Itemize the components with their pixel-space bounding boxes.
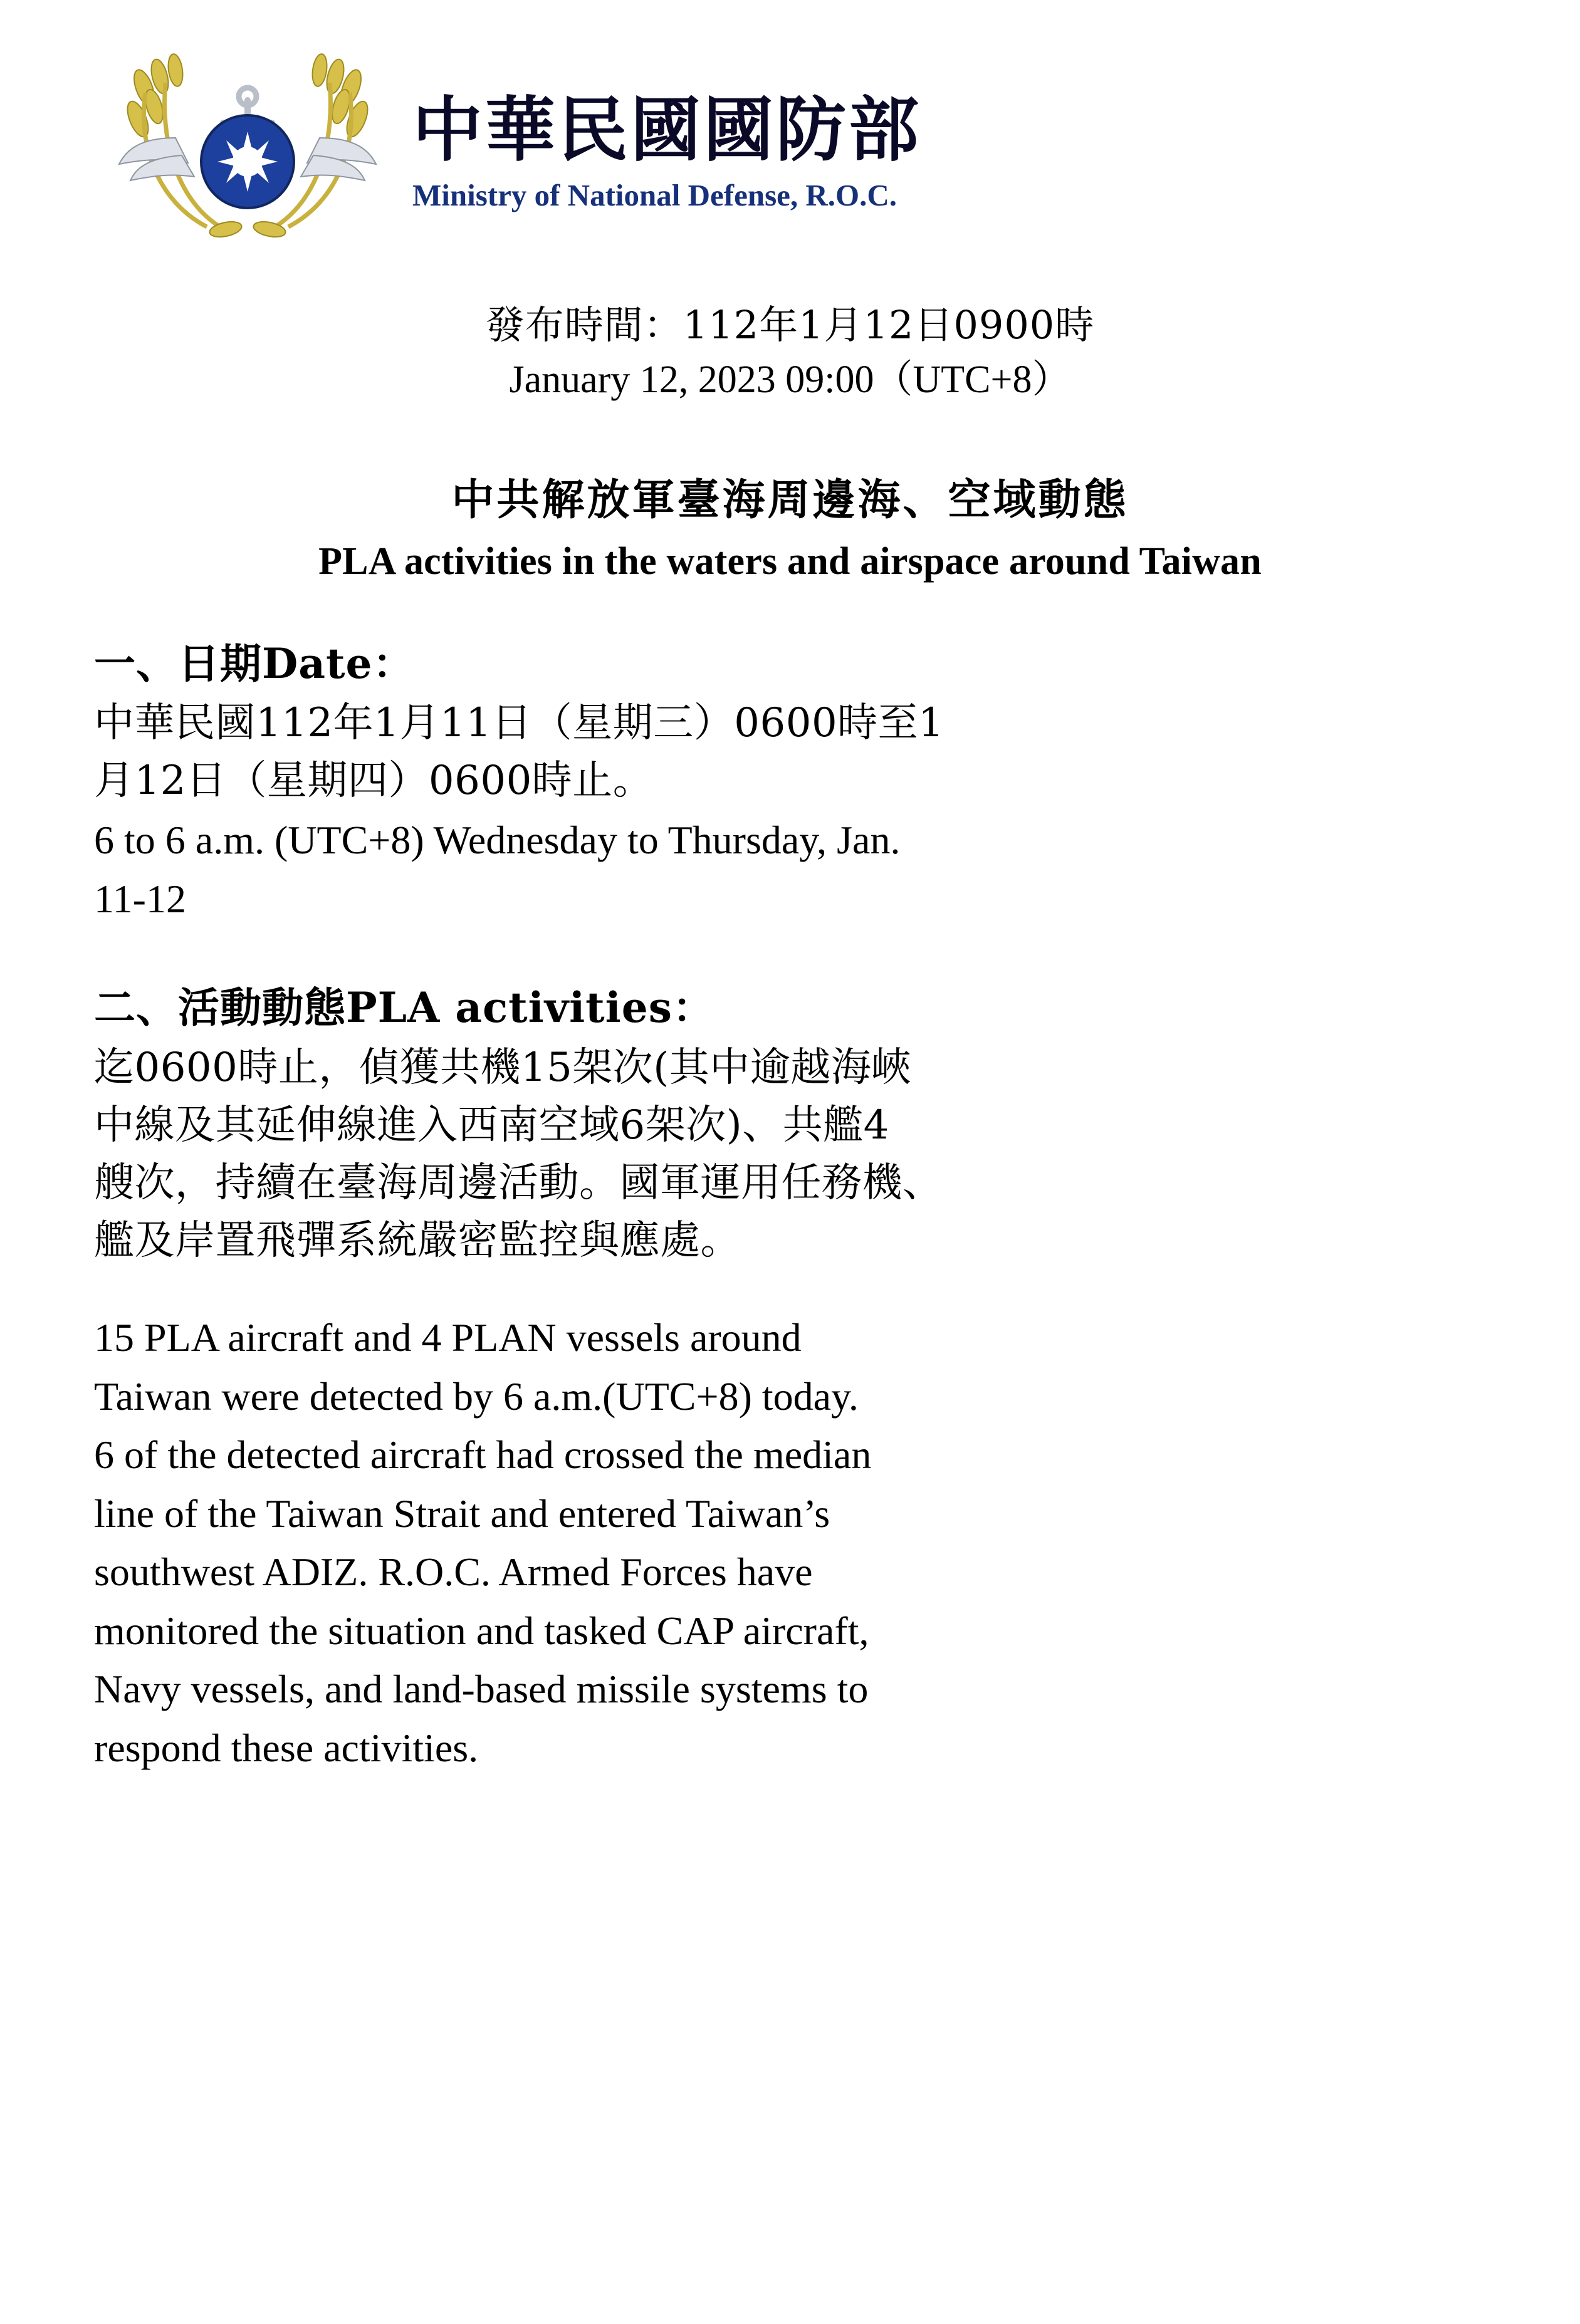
section-date [94,638,1486,929]
ministry-name-block [412,81,921,213]
section-pla-en-line: Taiwan were detected by 6 a.m.(UTC+8) today. [94,1373,859,1419]
section-date-zh-line: 中華民國112年1月11日（星期三）0600時至1 [94,700,944,747]
section-pla-en-line: 15 PLA aircraft and 4 PLAN vessels around [94,1315,802,1360]
section-pla-en-line: Navy vessels, and land-based missile systems to [94,1667,869,1712]
document-title-zh: 中共解放軍臺海周邊海、空域動態 [451,474,1129,525]
paragraph-spacer [94,1269,1486,1307]
ministry-name-en: Ministry of National Defense, R.O.C. [412,177,897,212]
section-pla-en-line: line of the Taiwan Strait and entered Taiwan’s [94,1491,830,1536]
section-pla-zh [94,1039,1486,1270]
release-time-en: January 12, 2023 09:00（UTC+8） [509,358,1071,401]
document-title-en: PLA activities in the waters and airspace around Taiwan [318,539,1262,583]
section-pla-en [94,1308,1486,1777]
document-header [94,0,1486,251]
mnd-roc-emblem-icon [100,44,395,251]
section-pla-en-line: monitored the situation and tasked CAP aircraft, [94,1608,869,1653]
release-time-zh: 發布時間：112年1月12日0900時 [485,302,1095,348]
section-pla-en-line: 6 of the detected aircraft had crossed the median [94,1432,872,1477]
section-pla-activities [94,982,1486,1777]
section-date-en [94,811,1486,928]
ministry-name-zh: 中華民國國防部 [412,89,921,172]
section-date-en-line: 11-12 [94,876,186,921]
section-pla-heading: 二、活動動態PLA activities： [94,983,714,1033]
section-pla-zh-line: 艦及岸置飛彈系統嚴密監控與應處。 [94,1217,741,1264]
section-date-en-line: 6 to 6 a.m. (UTC+8) Wednesday to Thursday, Jan. [94,818,901,863]
section-date-heading: 一、日期Date： [94,638,415,688]
section-pla-en-line: southwest ADIZ. R.O.C. Armed Forces have [94,1550,813,1595]
section-pla-zh-line: 迄0600時止，偵獲共機15架次(其中逾越海峽 [94,1044,912,1091]
section-pla-zh-line: 中線及其延伸線進入西南空域6架次)、共艦4 [94,1102,889,1149]
section-pla-en-line: respond these activities. [94,1725,479,1770]
section-date-zh-line: 月12日（星期四）0600時止。 [94,758,654,805]
section-date-zh [94,694,1486,810]
release-time-block [94,300,1486,406]
section-pla-zh-line: 艘次，持續在臺海周邊活動。國軍運用任務機、 [94,1160,943,1207]
